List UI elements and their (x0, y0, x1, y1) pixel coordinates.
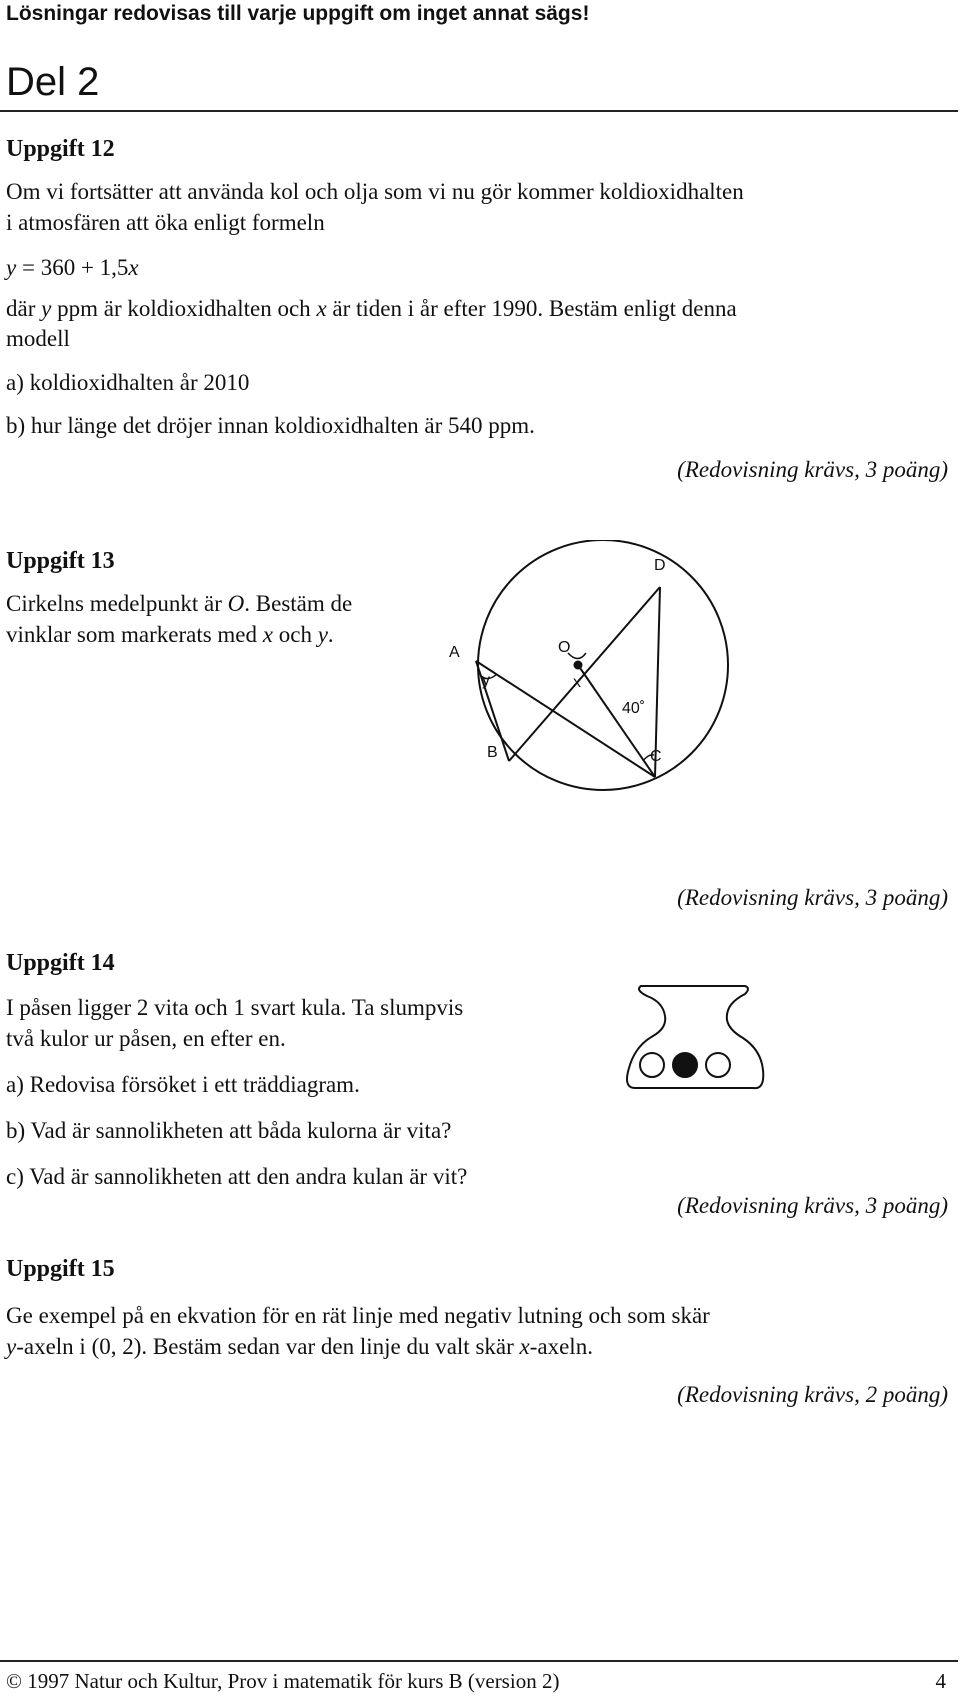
task12-item-b: b) hur länge det dröjer innan koldioxidhalten är 540 ppm. (6, 413, 535, 438)
label-y: y (482, 672, 490, 689)
text-part: Cirkelns medelpunkt är (6, 591, 228, 616)
text-part: . Bestäm de (244, 591, 353, 616)
formula-x: x (128, 255, 139, 280)
task15-line2 (6, 1334, 593, 1360)
white-ball (706, 1053, 730, 1077)
task12-marks: (Redovisning krävs, 3 poäng) (677, 457, 948, 482)
chord-AC (476, 661, 655, 777)
task15-heading: Uppgift 15 (6, 1256, 115, 1282)
label-D: D (654, 557, 666, 574)
label-angle-40: 40˚ (622, 700, 646, 717)
task14-heading: Uppgift 14 (6, 950, 115, 976)
text-part: -axeln i (0, 2). Bestäm sedan var den linje du valt skär (16, 1334, 520, 1359)
formula-y: y (6, 255, 17, 280)
desc-part: är tiden i år efter 1990. Bestäm enligt denna (326, 296, 737, 321)
task12-description-line2: modell (6, 326, 70, 351)
label-x: x (573, 674, 581, 691)
task14-item-c: c) Vad är sannolikheten att den andra kulan är vit? (6, 1164, 468, 1189)
text-part: och (272, 622, 318, 647)
text-part: . (327, 622, 334, 647)
var-y: y (6, 1334, 17, 1359)
desc-part: ppm är koldioxidhalten och (51, 296, 317, 321)
task12-intro-line2: i atmosfären att öka enligt formeln (6, 210, 325, 235)
label-C: C (650, 748, 662, 765)
circle-geometry-figure (440, 540, 760, 840)
task12-formula (6, 255, 139, 281)
var-x: x (519, 1334, 530, 1359)
task13-marks: (Redovisning krävs, 3 poäng) (677, 885, 948, 910)
white-ball (640, 1053, 664, 1077)
task13-line1 (6, 591, 352, 617)
label-O: O (558, 639, 571, 656)
task14-line2: två kulor ur påsen, en efter en. (6, 1026, 286, 1051)
task14-marks: (Redovisning krävs, 3 poäng) (677, 1193, 948, 1218)
var-o: O (227, 591, 245, 616)
task12-description (6, 296, 737, 322)
task14-line1: I påsen ligger 2 vita och 1 svart kula. Ta slumpvis (6, 995, 464, 1020)
task12-intro-line1: Om vi fortsätter att använda kol och olja som vi nu gör kommer koldioxidhalten (6, 179, 744, 204)
part-divider (0, 110, 958, 112)
desc-var-x: x (316, 296, 327, 321)
label-B: B (487, 744, 498, 761)
task13-heading: Uppgift 13 (6, 548, 115, 574)
text-part: -axeln. (529, 1334, 593, 1359)
task13-line2 (6, 622, 334, 648)
desc-part: där (6, 296, 42, 321)
task15-marks: (Redovisning krävs, 2 poäng) (677, 1382, 948, 1407)
text-part: vinklar som markerats med (6, 622, 263, 647)
angle-arc-x (568, 653, 586, 659)
page-number: 4 (935, 1669, 946, 1693)
label-A: A (449, 644, 460, 661)
task12-heading: Uppgift 12 (6, 136, 115, 162)
task15-line1: Ge exempel på en ekvation för en rät linje med negativ lutning och som skär (6, 1303, 710, 1328)
formula-rest: = 360 + 1,5 (16, 255, 129, 280)
instructions-note: Lösningar redovisas till varje uppgift om inget annat sägs! (6, 2, 590, 25)
task14-item-a: a) Redovisa försöket i ett träddiagram. (6, 1072, 360, 1097)
footer-copyright: © 1997 Natur och Kultur, Prov i matematik för kurs B (version 2) (6, 1669, 560, 1693)
center-point (574, 661, 583, 670)
footer-divider (0, 1660, 958, 1662)
bag-with-balls-figure (625, 980, 775, 1095)
var-x: x (262, 622, 273, 647)
black-ball (673, 1053, 697, 1077)
task14-item-b: b) Vad är sannolikheten att båda kulorna är vita? (6, 1118, 452, 1143)
desc-var-y: y (41, 296, 52, 321)
part-title: Del 2 (6, 60, 100, 104)
balls (640, 1053, 730, 1077)
task12-item-a: a) koldioxidhalten år 2010 (6, 370, 250, 395)
var-y: y (317, 622, 328, 647)
